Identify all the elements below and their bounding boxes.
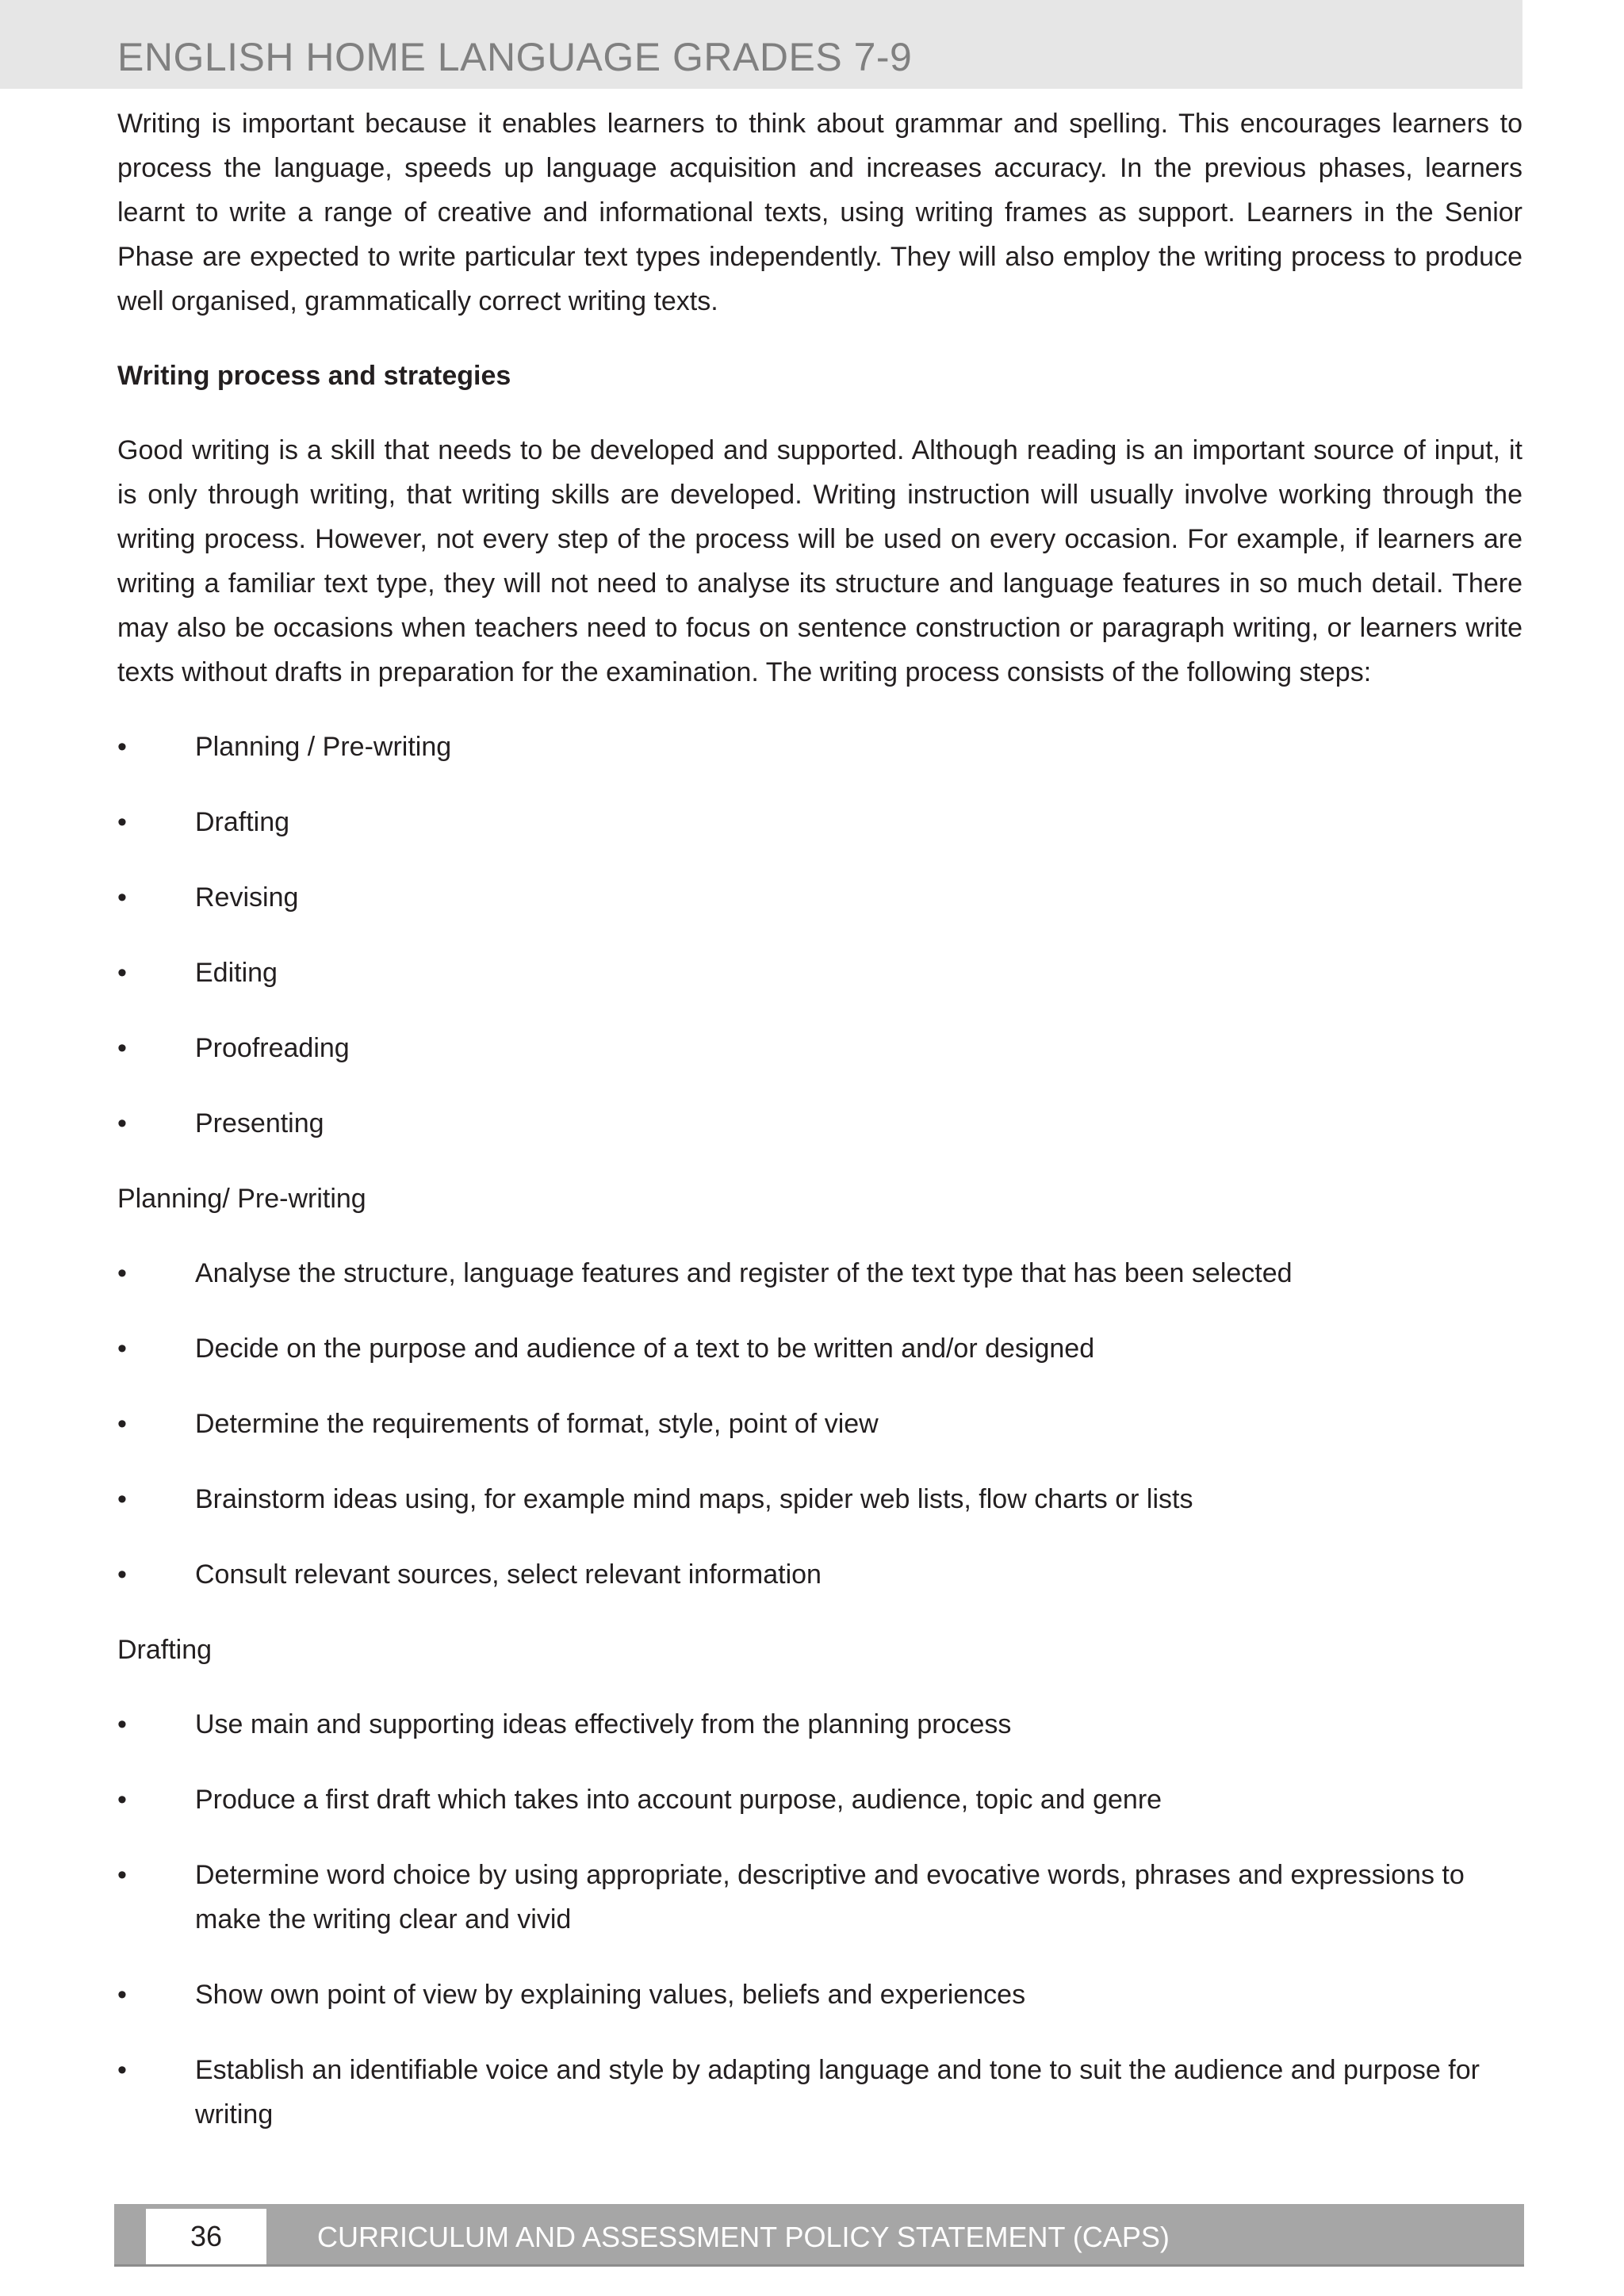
bullet-icon: • (117, 1785, 127, 1815)
list-item-text: Analyse the structure, language features and register of the text type that has been selected (195, 1258, 1293, 1288)
page-number: 36 (146, 2209, 266, 2264)
list-item-text: Determine word choice by using appropriate, descriptive and evocative words, phrases and expressions to make the writing clear and vivid (195, 1860, 1465, 1934)
bullet-icon: • (117, 1484, 127, 1514)
planning-heading: Planning/ Pre-writing (117, 1184, 366, 1214)
intro-paragraph: Writing is important because it enables learners to think about grammar and spelling. This encourages learners to process the language, speeds up language acquisition and increases accuracy. In the previous phases, learners learnt to write a range of creative and informational texts, using writing frames as support. Learners in the Senior Phase are expected to write particular text types independently. They will also employ the writing process to produce well organised, grammatically correct writing texts. (117, 109, 1522, 316)
list-item-text: Brainstorm ideas using, for example mind maps, spider web lists, flow charts or lists (195, 1484, 1193, 1514)
list-item-text: Revising (195, 882, 299, 913)
bullet-icon: • (117, 1980, 127, 2010)
list-item-text: Presenting (195, 1108, 324, 1138)
drafting-heading: Drafting (117, 1635, 213, 1665)
section-heading: Writing process and strategies (117, 361, 511, 391)
list-item (117, 1552, 1522, 1597)
list-item (117, 2048, 1522, 2137)
list-item-text: Establish an identifiable voice and style by adapting language and tone to suit the audience and purpose for writing (195, 2055, 1480, 2130)
list-item-text: Editing (195, 958, 278, 988)
list-item-text: Consult relevant sources, select relevant information (195, 1559, 822, 1590)
footer-band (114, 2204, 1524, 2267)
bullet-icon: • (117, 1860, 127, 1890)
list-item (117, 951, 1522, 995)
bullet-icon: • (117, 1258, 127, 1288)
list-item-text: Show own point of view by explaining values, beliefs and experiences (195, 1980, 1026, 2010)
list-item (117, 1101, 1522, 1146)
list-item (117, 1973, 1522, 2017)
list-item-text: Determine the requirements of format, style, point of view (195, 1409, 879, 1439)
list-item-text: Produce a first draft which takes into account purpose, audience, topic and genre (195, 1785, 1162, 1815)
bullet-icon: • (117, 1709, 127, 1739)
list-item-text: Planning / Pre-writing (195, 732, 452, 762)
planning-list (117, 1251, 1522, 1597)
list-item (117, 1477, 1522, 1521)
list-item-text: Use main and supporting ideas effectively from the planning process (195, 1709, 1012, 1739)
list-item (117, 800, 1522, 844)
list-item-text: Drafting (195, 807, 290, 837)
list-item (117, 875, 1522, 920)
page-content (117, 101, 1522, 2168)
bullet-icon: • (117, 732, 127, 762)
list-item (117, 1326, 1522, 1371)
document-header-title: ENGLISH HOME LANGUAGE GRADES 7-9 (117, 35, 913, 79)
bullet-icon: • (117, 1033, 127, 1063)
list-item (117, 1777, 1522, 1822)
bullet-icon: • (117, 958, 127, 988)
list-item-text: Proofreading (195, 1033, 350, 1063)
list-item (117, 1402, 1522, 1446)
footer-title: CURRICULUM AND ASSESSMENT POLICY STATEMENT (CAPS) (317, 2221, 1170, 2253)
bullet-icon: • (117, 1108, 127, 1138)
bullet-icon: • (117, 1334, 127, 1364)
bullet-icon: • (117, 2055, 127, 2085)
list-item (117, 1853, 1522, 1942)
bullet-icon: • (117, 882, 127, 913)
bullet-icon: • (117, 807, 127, 837)
list-item (117, 725, 1522, 769)
bullet-icon: • (117, 1559, 127, 1590)
drafting-list (117, 1702, 1522, 2137)
writing-steps-list (117, 725, 1522, 1146)
section-paragraph: Good writing is a skill that needs to be developed and supported. Although reading is an important source of input, it is only through writing, that writing skills are developed. Writing instruction will usually involve working through the writing process. However, not every step of the process will be used on every occasion. For example, if learners are writing a familiar text type, they will not need to analyse its structure and language features in so much detail. There may also be occasions when teachers need to focus on sentence construction or paragraph writing, or learners write texts without drafts in preparation for the examination. The writing process consists of the following steps: (117, 435, 1522, 687)
list-item (117, 1702, 1522, 1747)
bullet-icon: • (117, 1409, 127, 1439)
list-item (117, 1026, 1522, 1070)
list-item (117, 1251, 1522, 1295)
list-item-text: Decide on the purpose and audience of a text to be written and/or designed (195, 1334, 1095, 1364)
